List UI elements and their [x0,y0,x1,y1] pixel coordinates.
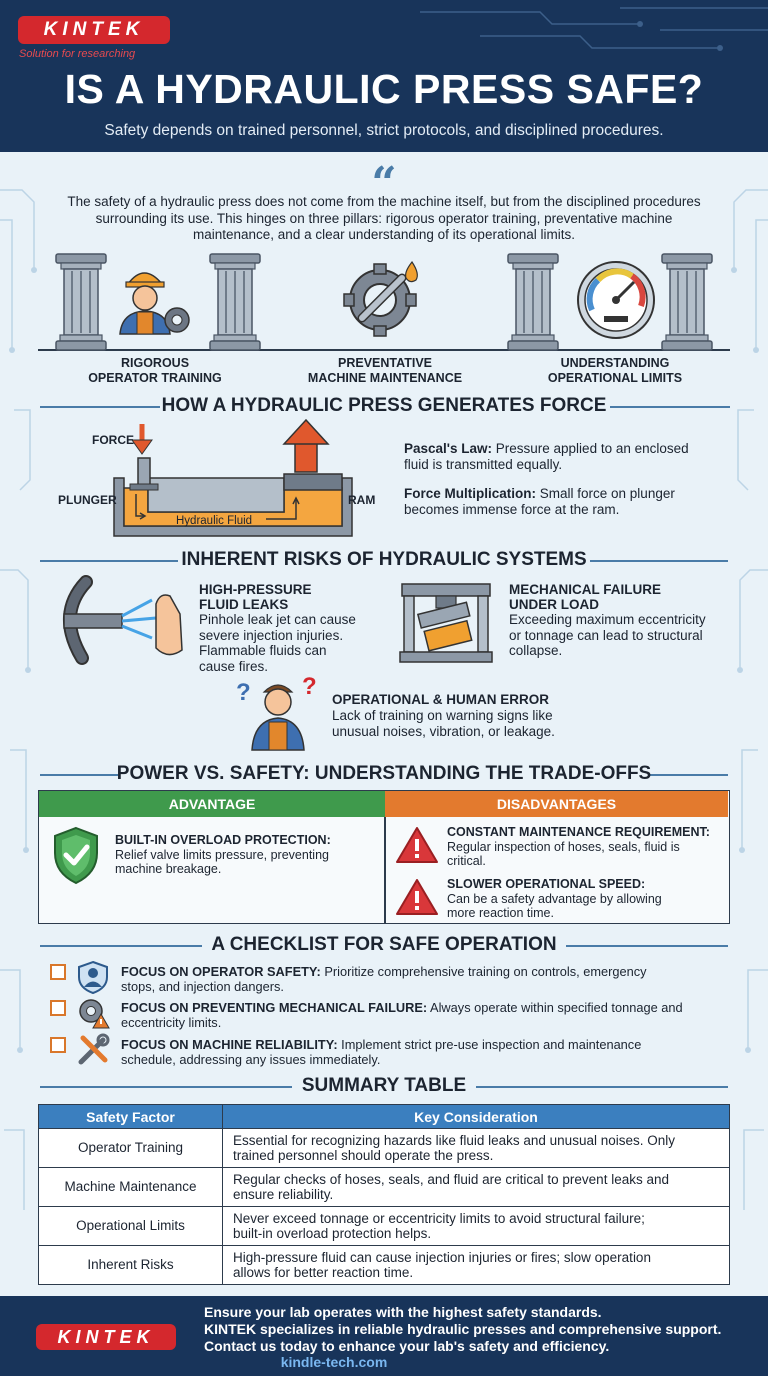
tradeoffs-table [38,790,730,924]
disadvantage-title-maintenance: CONSTANT MAINTENANCE REQUIREMENT: [447,825,710,839]
header-banner [0,0,768,152]
advantage-text [115,848,329,876]
confused-worker-icon [234,674,324,752]
warning-icon [395,877,439,917]
risk-title-line: OPERATIONAL & HUMAN ERROR [332,692,550,707]
cell-line: Never exceed tonnage or eccentricity limits to avoid structural failure; [233,1210,645,1226]
table-row [39,1246,730,1285]
cell-line: ensure reliability. [233,1187,334,1202]
risk-text-line: unusual noises, vibration, or leakage. [332,723,555,739]
section-header-force [0,395,768,419]
table-header-row [39,1105,730,1129]
section-header-risks [0,549,768,573]
risk-text-line: Lack of training on warning signs like [332,708,553,723]
risk-title-line: FLUID LEAKS [199,597,289,612]
fluid-label: Hydraulic Fluid [176,515,253,527]
checklist-item-mechanical [50,996,730,1036]
footer-kintek-logo[interactable] [36,1324,176,1350]
checklist-line: schedule, addressing any issues immediately. [121,1052,381,1067]
checklist-text [121,1000,731,1030]
summary-table [38,1104,730,1285]
tools-icon [76,1033,110,1067]
checkbox[interactable] [50,964,66,980]
risk-text-line: cause fires. [199,658,269,674]
checklist-item-operator [50,960,730,1000]
pillar-line: MACHINE MAINTENANCE [307,371,463,385]
checklist-line: Always operate within specified tonnage and [427,1000,683,1015]
logo-text: KINTEK [43,19,145,40]
footer-line-3: Contact us today to enhance your lab's safety and efficiency. [204,1338,610,1354]
disadvantage-line: critical. [447,854,486,868]
svg-text:?: ? [236,679,251,706]
pillar-label-limits [520,356,710,386]
checklist-line: eccentricity limits. [121,1015,222,1030]
pillar-line: PREVENTATIVE [338,356,432,370]
checklist-line: Prioritize comprehensive training on controls, emergency [320,964,647,979]
risk-title-mechanical [509,582,661,612]
force-label: FORCE [92,433,134,447]
operator-gear-icon [120,273,189,334]
cell-line: Regular checks of hoses, seals, and fluid are critical to prevent leaks and [233,1171,669,1187]
intro-text: The safety of a hydraulic press does not come from the machine itself, but from the disciplined procedures surrounding its use. This hinges on three pillars: rigorous operator training, preventative machine maintenance, and a clear understanding of its operational limits. [67,194,701,242]
pillar-line: RIGOROUS [120,356,190,370]
risk-title-leaks [199,582,312,612]
footer-line-1: Ensure your lab operates with the highest safety standards. [204,1304,602,1320]
pillar-line: OPERATOR TRAINING [88,371,222,385]
operator-shield-icon [76,960,110,994]
risk-text-line: Pinhole leak jet can cause [199,612,356,627]
checklist-text [121,964,731,994]
shield-check-icon [51,825,101,885]
checkbox[interactable] [50,1000,66,1016]
disadvantage-text-maintenance [447,840,680,868]
section-title: POWER VS. SAFETY: UNDERSTANDING THE TRADE-OFFS [116,763,652,784]
risk-text-human-error [332,708,555,739]
section-header-summary [0,1075,768,1099]
press-failure-icon [398,580,494,664]
table-row [39,1129,730,1168]
checklist-title: FOCUS ON PREVENTING MECHANICAL FAILURE: [121,1000,428,1015]
section-title: HOW A HYDRAULIC PRESS GENERATES FORCE [161,395,607,416]
risk-text-leaks [199,612,356,674]
ram-label: RAM [348,493,376,507]
advantage-header: ADVANTAGE [39,791,385,817]
risk-text-line: or tonnage can lead to structural [509,627,703,643]
factor-cell: Machine Maintenance [39,1168,223,1207]
disadvantage-line: Regular inspection of hoses, seals, fluid is [447,840,680,854]
advantage-line: Relief valve limits pressure, preventing [115,848,329,862]
risk-text-line: Flammable fluids can [199,643,327,658]
page-title: IS A HYDRAULIC PRESS SAFE? [64,66,704,112]
risk-title-line: HIGH-PRESSURE [199,582,312,597]
section-title: SUMMARY TABLE [301,1075,467,1096]
column-divider [384,817,386,923]
pillar-label-training [60,356,250,386]
pascal-desc: Pressure applied to an enclosed fluid is transmitted equally. [404,441,689,472]
footer-line-2: KINTEK specializes in reliable hydraulic presses and comprehensive support. [204,1321,722,1337]
section-title: A CHECKLIST FOR SAFE OPERATION [211,934,557,955]
footer-website-link[interactable]: kindle-tech.com [280,1354,388,1370]
pascals-law-text [404,441,714,473]
disadvantage-title-speed: SLOWER OPERATIONAL SPEED: [447,877,646,891]
quote-icon: “ [371,158,397,209]
pillar-label-maintenance [290,356,480,386]
header-circuit-decoration [420,0,768,70]
risk-text-mechanical [509,612,706,659]
fluid-leak-icon [56,574,186,666]
consideration-cell [223,1129,730,1168]
checklist-line: stops, and injection dangers. [121,979,284,994]
disadvantages-header: DISADVANTAGES [385,791,728,817]
advantage-line: machine breakage. [115,862,222,876]
section-title: INHERENT RISKS OF HYDRAULIC SYSTEMS [181,549,587,570]
consideration-cell [223,1207,730,1246]
factor-cell: Inherent Risks [39,1246,223,1285]
section-header-checklist [0,934,768,958]
warning-icon [395,825,439,865]
logo-text: KINTEK [57,1326,155,1347]
kintek-logo[interactable] [18,16,170,44]
table-row [39,1207,730,1246]
risk-title-line: UNDER LOAD [509,597,599,612]
checkbox[interactable] [50,1037,66,1053]
cell-line: trained personnel should operate the press. [233,1148,494,1163]
risk-text-line: severe injection injuries. [199,627,344,643]
force-multiplication-text [404,486,714,518]
checklist-text [121,1037,731,1067]
advantage-title: BUILT-IN OVERLOAD PROTECTION: [115,833,331,847]
gear-warning-icon [76,996,110,1030]
svg-text:?: ? [302,674,317,700]
pillar-line: OPERATIONAL LIMITS [547,371,683,385]
logo-tagline: Solution for researching [19,48,136,60]
cell-line: High-pressure fluid can cause injection injuries or fires; slow operation [233,1249,651,1265]
gauge-icon [578,262,654,338]
disadvantage-text-speed [447,892,662,920]
risk-text-line: collapse. [509,643,563,658]
checklist-title: FOCUS ON OPERATOR SAFETY: [121,964,321,979]
hydraulic-force-diagram [52,418,392,546]
risk-title-human-error [332,692,549,707]
column-header-consideration: Key Consideration [223,1105,730,1129]
mult-desc: Small force on plunger becomes immense force at the ram. [404,486,675,517]
factor-cell: Operational Limits [39,1207,223,1246]
pascal-title: Pascal's Law: [404,441,493,456]
disadvantage-line: Can be a safety advantage by allowing [447,892,662,906]
section-header-tradeoffs [0,763,768,787]
table-row [39,1168,730,1207]
checklist-line: Implement strict pre-use inspection and maintenance [337,1037,642,1052]
factor-cell: Operator Training [39,1129,223,1168]
consideration-cell [223,1246,730,1285]
checklist-title: FOCUS ON MACHINE RELIABILITY: [121,1037,338,1052]
checklist-item-reliability [50,1033,730,1073]
risk-text-line: Exceeding maximum eccentricity [509,612,706,627]
page-subtitle: Safety depends on trained personnel, strict protocols, and disciplined procedures. [104,122,664,139]
column-header-factor: Safety Factor [39,1105,223,1129]
cell-line: Essential for recognizing hazards like fluid leaks and unusual noises. Only [233,1132,675,1148]
consideration-cell [223,1168,730,1207]
cell-line: built-in overload protection helps. [233,1226,432,1241]
disadvantage-line: more reaction time. [447,906,554,920]
mult-title: Force Multiplication: [404,486,537,501]
plunger-label: PLUNGER [58,493,117,507]
cell-line: allows for better reaction time. [233,1265,414,1280]
risk-title-line: MECHANICAL FAILURE [509,582,662,597]
pillar-line: UNDERSTANDING [560,356,670,370]
wrench-gear-icon [344,262,417,336]
